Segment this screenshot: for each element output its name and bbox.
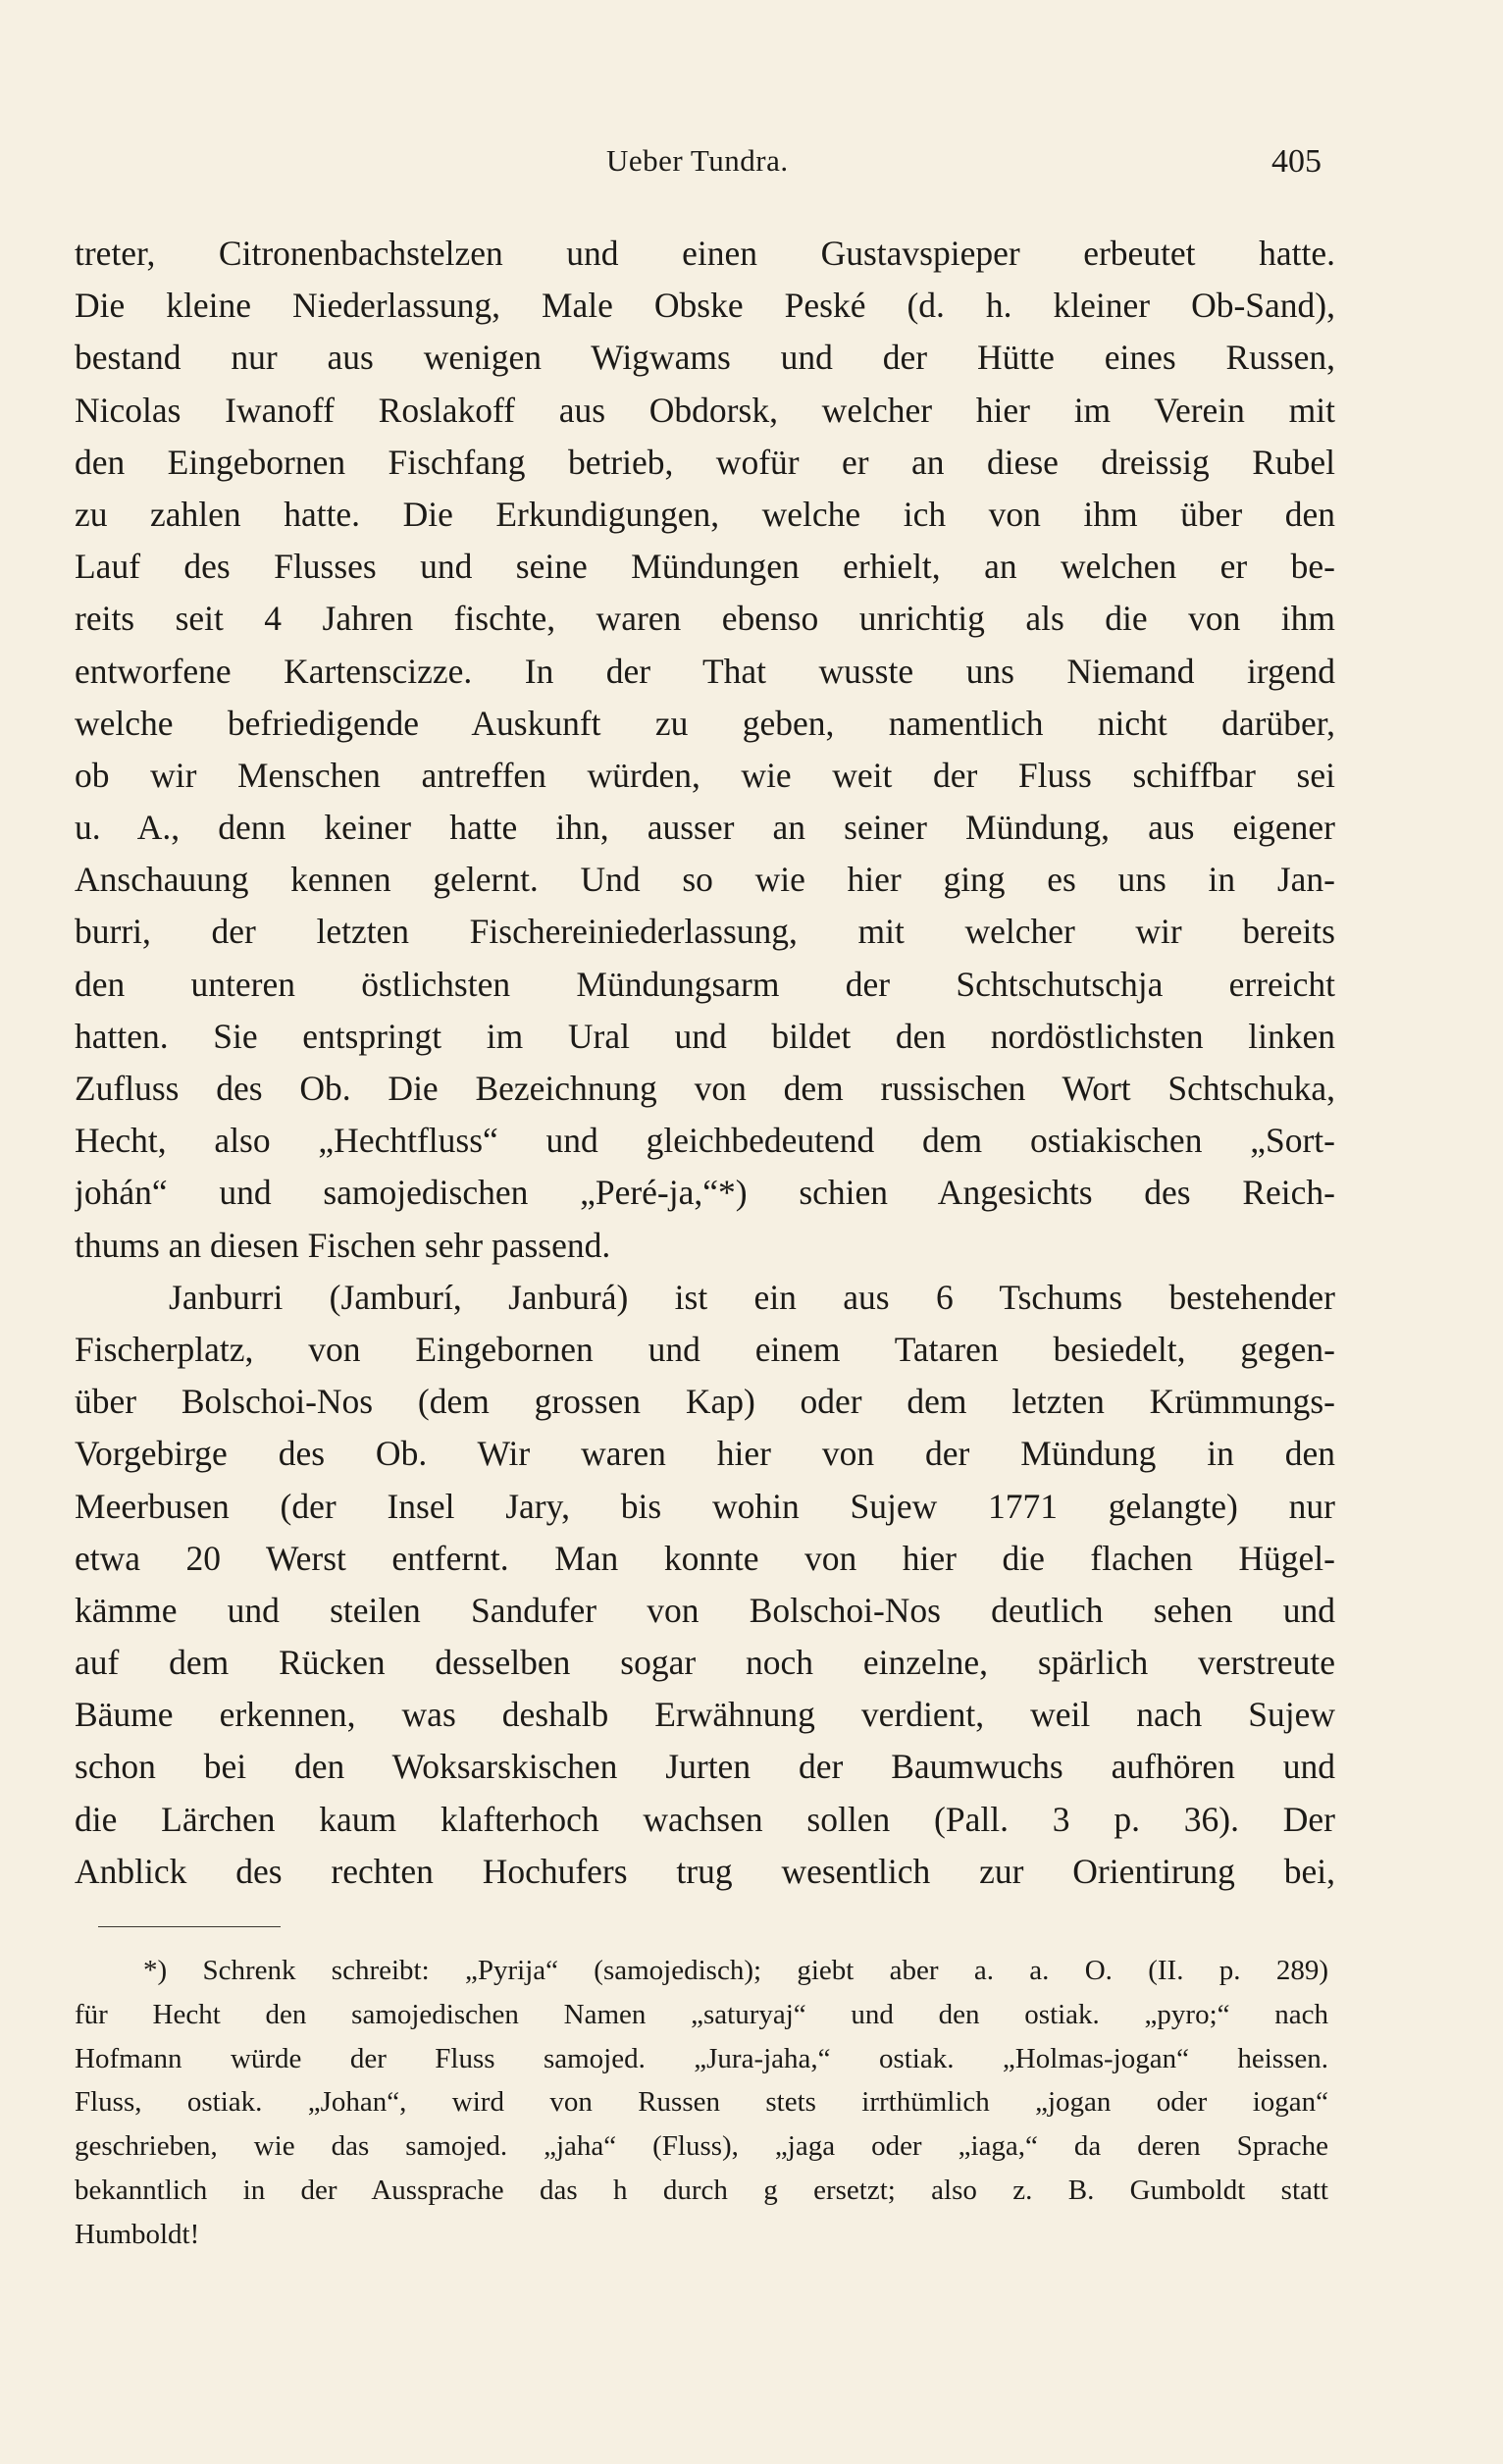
footnote-line: bekanntlich in der Aussprache das h durch g ersetzt; also z. B. Gumboldt statt <box>75 2174 1328 2206</box>
body-line: Nicolas Iwanoff Roslakoff aus Obdorsk, welcher hier im Verein mit <box>75 390 1335 430</box>
body-line: johán“ und samojedischen „Peré-ja,“*) schien Angesichts des Reich- <box>75 1173 1335 1213</box>
footnotes <box>75 1949 1328 2257</box>
footnote-rule <box>98 1926 281 1927</box>
body-line: Anblick des rechten Hochufers trug wesentlich zur Orientirung bei, <box>75 1851 1335 1891</box>
body-line: die Lärchen kaum klafterhoch wachsen sollen (Pall. 3 p. 36). Der <box>75 1799 1335 1839</box>
footnote-line: *) Schrenk schreibt: „Pyrija“ (samojedisch); giebt aber a. a. O. (II. p. 289) <box>143 1955 1328 1986</box>
footnote-line: geschrieben, wie das samojed. „jaha“ (Fluss), „jaga oder „iaga,“ da deren Sprache <box>75 2130 1328 2163</box>
body-line: entworfene Kartenscizze. In der That wusste uns Niemand irgend <box>75 651 1335 691</box>
footnote-line: Fluss, ostiak. „Johan“, wird von Russen stets irrthümlich „jogan oder iogan“ <box>75 2086 1328 2119</box>
paragraph-start-line: Janburri (Jamburí, Janburá) ist ein aus 6 Tschums bestehender <box>169 1277 1335 1317</box>
body-line: Anschauung kennen gelernt. Und so wie hier ging es uns in Jan- <box>75 860 1335 900</box>
body-line: bestand nur aus wenigen Wigwams und der Hütte eines Russen, <box>75 338 1335 378</box>
footnote-line: Hofmann würde der Fluss samojed. „Jura-jaha,“ ostiak. „Holmas-jogan“ heissen. <box>75 2042 1328 2074</box>
body-line: Zufluss des Ob. Die Bezeichnung von dem russischen Wort Schtschuka, <box>75 1069 1335 1108</box>
body-line: welche befriedigende Auskunft zu geben, namentlich nicht darüber, <box>75 703 1335 743</box>
body-line: reits seit 4 Jahren fischte, waren ebenso unrichtig als die von ihm <box>75 599 1335 639</box>
body-line: auf dem Rücken desselben sogar noch einzelne, spärlich verstreute <box>75 1643 1335 1683</box>
body-line: den unteren östlichsten Mündungsarm der Schtschutschja erreicht <box>75 964 1335 1004</box>
body-line: den Eingebornen Fischfang betrieb, wofür er an diese dreissig Rubel <box>75 442 1335 482</box>
body-line: ob wir Menschen antreffen würden, wie weit der Fluss schiffbar sei <box>75 755 1335 795</box>
body-line: kämme und steilen Sandufer von Bolschoi-Nos deutlich sehen und <box>75 1590 1335 1630</box>
body-line: burri, der letzten Fischereiniederlassung, mit welcher wir bereits <box>75 912 1335 952</box>
footnote-line: für Hecht den samojedischen Namen „saturyaj“ und den ostiak. „pyro;“ nach <box>75 1998 1328 2030</box>
body-line: Die kleine Niederlassung, Male Obske Peské (d. h. kleiner Ob-Sand), <box>75 286 1335 326</box>
body-line: Meerbusen (der Insel Jary, bis wohin Sujew 1771 gelangte) nur <box>75 1486 1335 1526</box>
body-line: Vorgebirge des Ob. Wir waren hier von der Mündung in den <box>75 1434 1335 1474</box>
body-line: Fischerplatz, von Eingebornen und einem Tataren besiedelt, gegen- <box>75 1329 1335 1369</box>
running-title: Ueber Tundra. <box>606 143 789 178</box>
body-line: treter, Citronenbachstelzen und einen Gustavspieper erbeutet hatte. <box>75 234 1335 273</box>
body-line: schon bei den Woksarskischen Jurten der Baumwuchs aufhören und <box>75 1747 1335 1787</box>
body-line: Bäume erkennen, was deshalb Erwähnung verdient, weil nach Sujew <box>75 1695 1335 1735</box>
running-head <box>0 143 1503 192</box>
footnote-line: Humboldt! <box>75 2218 200 2250</box>
body-line: Hecht, also „Hechtfluss“ und gleichbedeutend dem ostiakischen „Sort- <box>75 1121 1335 1161</box>
paragraph-end-line: thums an diesen Fischen sehr passend. <box>75 1225 611 1265</box>
body-line: u. A., denn keiner hatte ihn, ausser an seiner Mündung, aus eigener <box>75 808 1335 848</box>
page-number: 405 <box>1271 143 1322 180</box>
body-text <box>75 228 1335 1898</box>
body-line: etwa 20 Werst entfernt. Man konnte von hier die flachen Hügel- <box>75 1538 1335 1578</box>
body-line: über Bolschoi-Nos (dem grossen Kap) oder dem letzten Krümmungs- <box>75 1382 1335 1422</box>
body-line: Lauf des Flusses und seine Mündungen erhielt, an welchen er be- <box>75 547 1335 587</box>
body-line: zu zahlen hatte. Die Erkundigungen, welche ich von ihm über den <box>75 494 1335 534</box>
body-line: hatten. Sie entspringt im Ural und bildet den nordöstlichsten linken <box>75 1016 1335 1056</box>
